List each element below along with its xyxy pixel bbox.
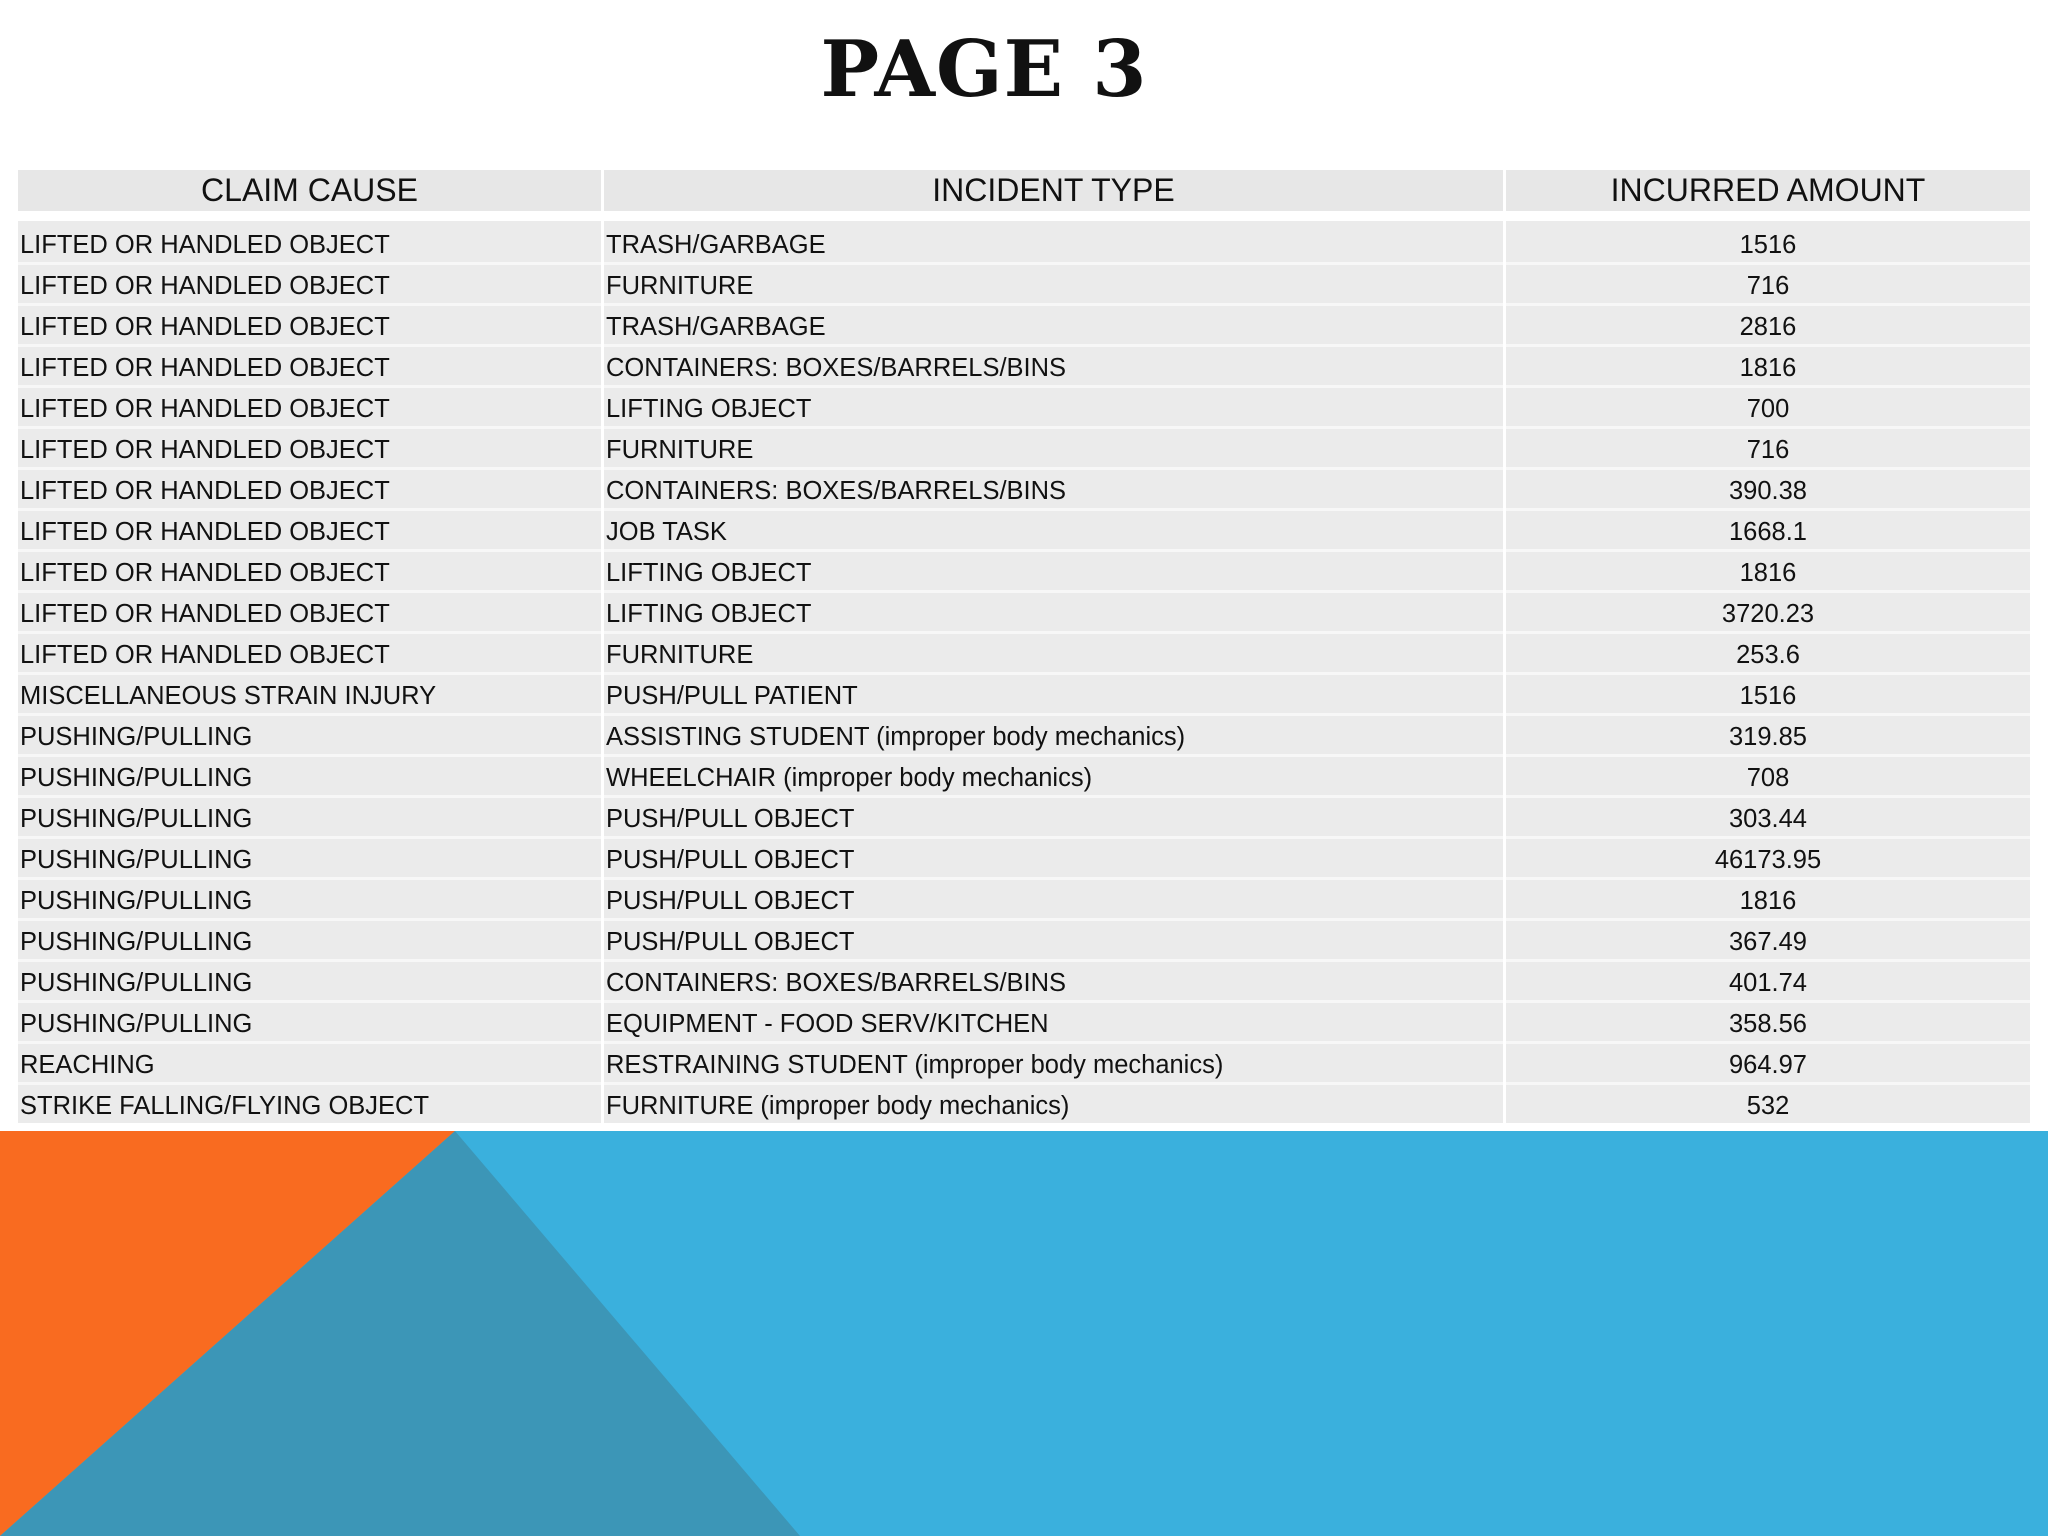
cell-incurred-amount: 46173.95 [1506, 836, 2030, 877]
cell-incurred-amount: 303.44 [1506, 795, 2030, 836]
table-row [18, 672, 2030, 713]
cell-incurred-amount: 3720.23 [1506, 590, 2030, 631]
table-row [18, 795, 2030, 836]
table-row [18, 754, 2030, 795]
table-row [18, 467, 2030, 508]
cell-incurred-amount: 716 [1506, 262, 2030, 303]
table-row [18, 1041, 2030, 1082]
cell-incident-type: FURNITURE [604, 262, 1506, 303]
table-row [18, 262, 2030, 303]
cell-claim-cause: MISCELLANEOUS STRAIN INJURY [18, 672, 604, 713]
table-row [18, 1082, 2030, 1123]
column-header-incurred-amount: INCURRED AMOUNT [1506, 170, 2030, 211]
cell-incurred-amount: 1668.1 [1506, 508, 2030, 549]
cell-claim-cause: LIFTED OR HANDLED OBJECT [18, 344, 604, 385]
table-body [18, 221, 2030, 1123]
column-header-claim-cause: CLAIM CAUSE [18, 170, 604, 211]
table-row [18, 426, 2030, 467]
cell-incurred-amount: 367.49 [1506, 918, 2030, 959]
claims-table [18, 170, 2030, 1123]
cell-incident-type: LIFTING OBJECT [604, 549, 1506, 590]
cell-incurred-amount: 390.38 [1506, 467, 2030, 508]
cell-incurred-amount: 708 [1506, 754, 2030, 795]
cell-incurred-amount: 716 [1506, 426, 2030, 467]
cell-incurred-amount: 1516 [1506, 672, 2030, 713]
cell-claim-cause: PUSHING/PULLING [18, 754, 604, 795]
cell-claim-cause: LIFTED OR HANDLED OBJECT [18, 303, 604, 344]
cell-incurred-amount: 1816 [1506, 549, 2030, 590]
cell-claim-cause: LIFTED OR HANDLED OBJECT [18, 549, 604, 590]
cell-incident-type: PUSH/PULL OBJECT [604, 877, 1506, 918]
cell-incident-type: FURNITURE [604, 426, 1506, 467]
cell-claim-cause: LIFTED OR HANDLED OBJECT [18, 221, 604, 262]
cell-claim-cause: LIFTED OR HANDLED OBJECT [18, 631, 604, 672]
decorative-background-shapes [0, 1131, 2048, 1536]
cell-incurred-amount: 1816 [1506, 344, 2030, 385]
cell-claim-cause: LIFTED OR HANDLED OBJECT [18, 508, 604, 549]
cell-claim-cause: LIFTED OR HANDLED OBJECT [18, 467, 604, 508]
table-row [18, 344, 2030, 385]
table-row [18, 918, 2030, 959]
column-header-incident-type: INCIDENT TYPE [604, 170, 1506, 211]
cell-incident-type: TRASH/GARBAGE [604, 221, 1506, 262]
cell-claim-cause: PUSHING/PULLING [18, 959, 604, 1000]
table-row [18, 877, 2030, 918]
cell-incurred-amount: 319.85 [1506, 713, 2030, 754]
table-row [18, 508, 2030, 549]
cell-claim-cause: LIFTED OR HANDLED OBJECT [18, 262, 604, 303]
cell-incurred-amount: 2816 [1506, 303, 2030, 344]
table-row [18, 549, 2030, 590]
cell-incident-type: CONTAINERS: BOXES/BARRELS/BINS [604, 344, 1506, 385]
table-row [18, 385, 2030, 426]
cell-incident-type: PUSH/PULL OBJECT [604, 918, 1506, 959]
cell-incident-type: JOB TASK [604, 508, 1506, 549]
cell-incurred-amount: 253.6 [1506, 631, 2030, 672]
cell-claim-cause: STRIKE FALLING/FLYING OBJECT [18, 1082, 604, 1123]
cell-claim-cause: PUSHING/PULLING [18, 1000, 604, 1041]
cell-claim-cause: PUSHING/PULLING [18, 713, 604, 754]
cell-claim-cause: PUSHING/PULLING [18, 877, 604, 918]
table-row [18, 1000, 2030, 1041]
table-row [18, 631, 2030, 672]
cell-claim-cause: LIFTED OR HANDLED OBJECT [18, 590, 604, 631]
table-row [18, 221, 2030, 262]
table-header-row [18, 170, 2030, 211]
cell-claim-cause: LIFTED OR HANDLED OBJECT [18, 385, 604, 426]
cell-incurred-amount: 1816 [1506, 877, 2030, 918]
table-row [18, 836, 2030, 877]
cell-incident-type: TRASH/GARBAGE [604, 303, 1506, 344]
cell-claim-cause: PUSHING/PULLING [18, 836, 604, 877]
cell-claim-cause: REACHING [18, 1041, 604, 1082]
cell-incident-type: PUSH/PULL PATIENT [604, 672, 1506, 713]
cell-incurred-amount: 700 [1506, 385, 2030, 426]
cell-incident-type: CONTAINERS: BOXES/BARRELS/BINS [604, 959, 1506, 1000]
cell-incident-type: PUSH/PULL OBJECT [604, 795, 1506, 836]
cell-claim-cause: PUSHING/PULLING [18, 795, 604, 836]
table-row [18, 303, 2030, 344]
page-title: PAGE 3 [820, 24, 1148, 115]
cell-incident-type: LIFTING OBJECT [604, 590, 1506, 631]
cell-incurred-amount: 401.74 [1506, 959, 2030, 1000]
table-row [18, 959, 2030, 1000]
cell-incident-type: PUSH/PULL OBJECT [604, 836, 1506, 877]
cell-incident-type: FURNITURE (improper body mechanics) [604, 1082, 1506, 1123]
cell-incurred-amount: 358.56 [1506, 1000, 2030, 1041]
cell-incident-type: LIFTING OBJECT [604, 385, 1506, 426]
table-row [18, 713, 2030, 754]
cell-incident-type: FURNITURE [604, 631, 1506, 672]
table-row [18, 590, 2030, 631]
cell-claim-cause: PUSHING/PULLING [18, 918, 604, 959]
cell-claim-cause: LIFTED OR HANDLED OBJECT [18, 426, 604, 467]
cell-incident-type: CONTAINERS: BOXES/BARRELS/BINS [604, 467, 1506, 508]
cell-incurred-amount: 964.97 [1506, 1041, 2030, 1082]
cell-incident-type: ASSISTING STUDENT (improper body mechanics) [604, 713, 1506, 754]
cell-incurred-amount: 532 [1506, 1082, 2030, 1123]
cell-incident-type: RESTRAINING STUDENT (improper body mechanics) [604, 1041, 1506, 1082]
cell-incident-type: WHEELCHAIR (improper body mechanics) [604, 754, 1506, 795]
cell-incident-type: EQUIPMENT - FOOD SERV/KITCHEN [604, 1000, 1506, 1041]
cell-incurred-amount: 1516 [1506, 221, 2030, 262]
